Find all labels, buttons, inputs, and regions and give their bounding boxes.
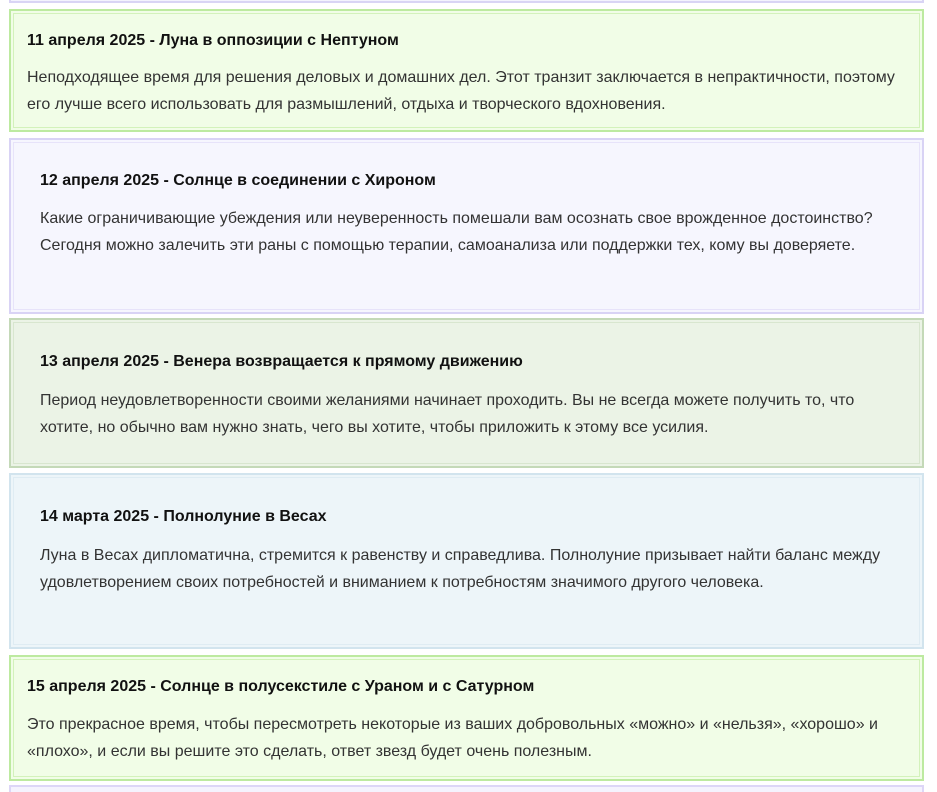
next-card-edge bbox=[9, 785, 924, 792]
transit-title: 15 апреля 2025 - Солнце в полусекстиле с Ураном и с Сатурном bbox=[27, 678, 535, 695]
transit-title: 14 марта 2025 - Полнолуние в Весах bbox=[40, 508, 327, 525]
transit-card bbox=[9, 473, 924, 649]
transit-card bbox=[9, 9, 924, 132]
transit-description: Неподходящее время для решения деловых и домашних дел. Этот транзит заключается в непрактичности, поэтому его лучше всего использовать для размышлений, отдыха и творческого вдохновения. bbox=[27, 69, 895, 113]
transit-card bbox=[9, 318, 924, 468]
transit-title: 12 апреля 2025 - Солнце в соединении с Хироном bbox=[40, 172, 436, 189]
transit-description: Луна в Весах дипломатична, стремится к равенству и справедлива. Полнолуние призывает найти баланс между удовлетворением своих потребностей и вниманием к потребностям значимого другого человека. bbox=[40, 547, 881, 591]
transit-description: Период неудовлетворенности своими желаниями начинает проходить. Вы не всегда можете получить то, что хотите, но обычно вам нужно знать, чего вы хотите, чтобы приложить к этому все усилия. bbox=[40, 392, 855, 436]
transit-description: Какие ограничивающие убеждения или неуверенность помешали вам осознать свое врожденное достоинство? Сегодня можно залечить эти раны с помощью терапии, самоанализа или поддержки тех, кому вы доверяете. bbox=[40, 210, 873, 254]
transit-title: 11 апреля 2025 - Луна в оппозиции с Нептуном bbox=[27, 32, 399, 49]
transit-description: Это прекрасное время, чтобы пересмотреть некоторые из ваших добровольных «можно» и «нельзя», «хорошо» и «плохо», и если вы решите это сделать, ответ звезд будет очень полезным. bbox=[27, 716, 878, 760]
transit-title: 13 апреля 2025 - Венера возвращается к прямому движению bbox=[40, 353, 523, 370]
previous-card-edge bbox=[9, 0, 924, 3]
transit-card bbox=[9, 655, 924, 781]
transit-card bbox=[9, 138, 924, 314]
